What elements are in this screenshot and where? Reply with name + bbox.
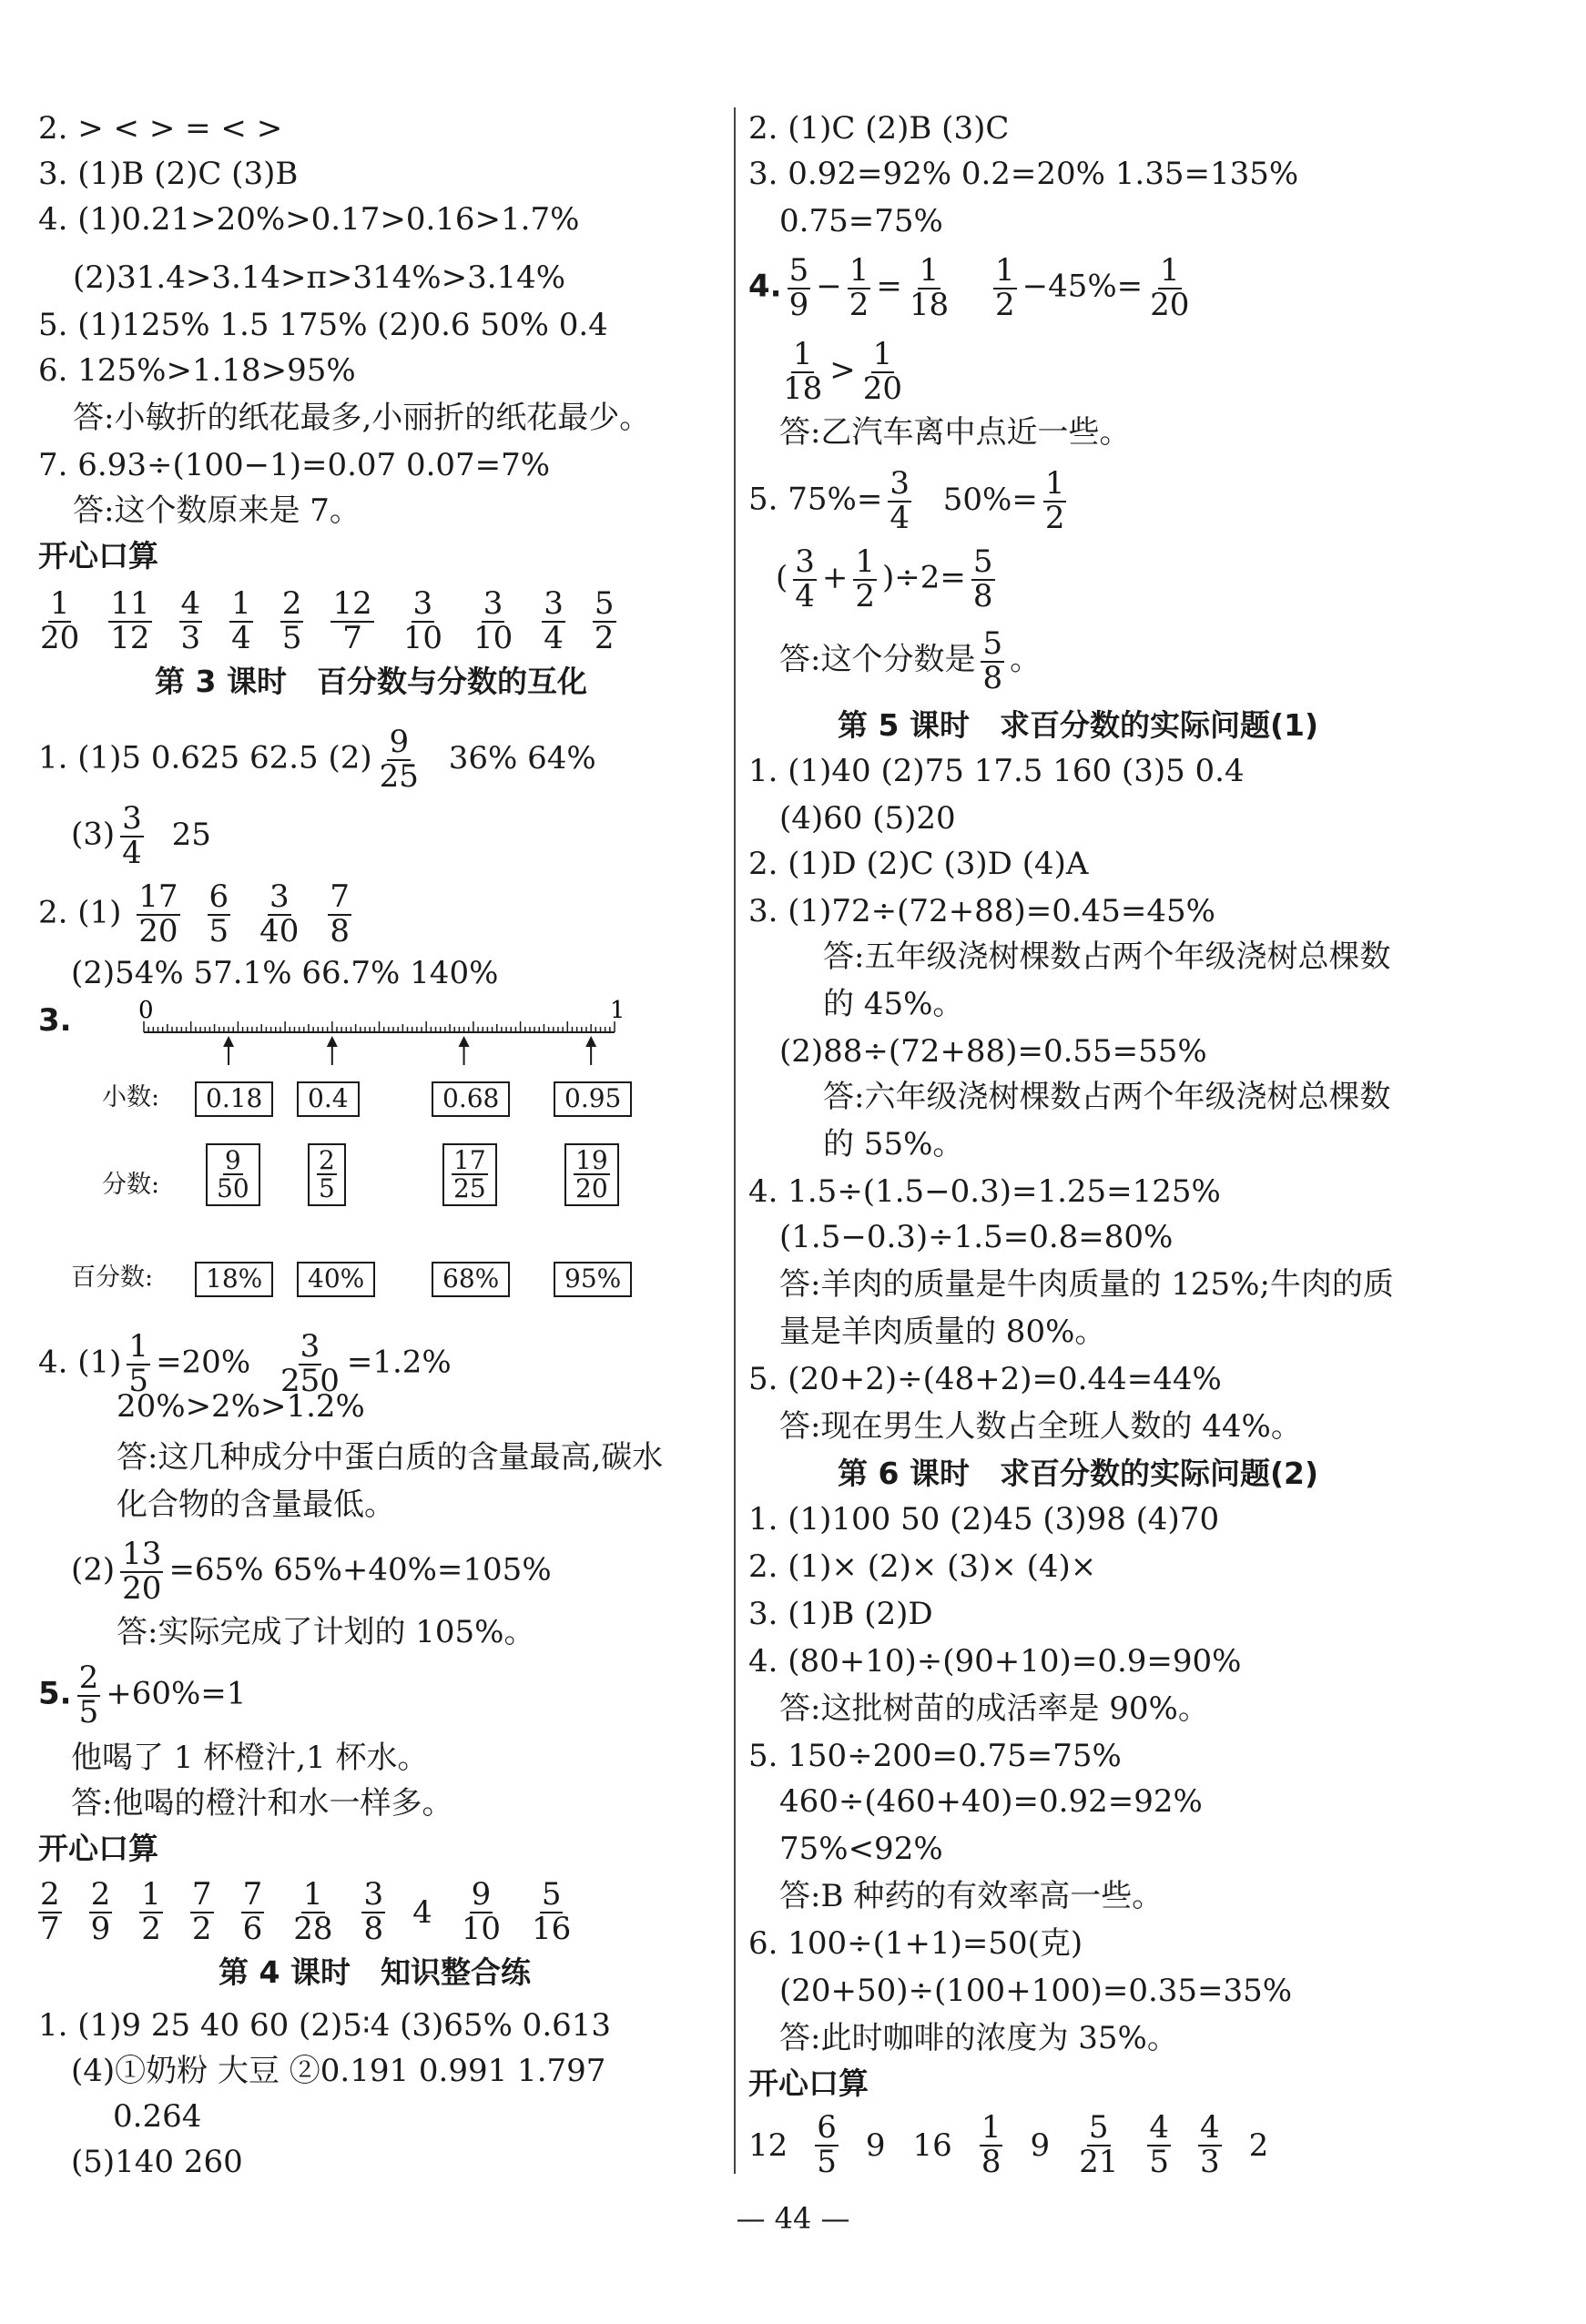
lesson-title: 第 6 课时 求百分数的实际问题(2) (838, 1456, 1319, 1491)
fraction: $\frac{1}{2}$ (1044, 465, 1065, 536)
answer-line: 5. $\frac{2}{5}$ +60%=1 (38, 1659, 247, 1730)
answer-line: 6. 125%>1.18>95% (38, 352, 356, 389)
answer-text: 的 45%。 (823, 986, 964, 1022)
fraction: $\frac{13}{20}$ (122, 1536, 162, 1607)
answer-line: $\frac{1}{18}$ > $\frac{1}{20}$ (783, 336, 903, 407)
fraction: $\frac{3}{40}$ (259, 878, 300, 949)
section-heading: 开心口算 (38, 538, 158, 573)
answer-line: 4. (1) $\frac{1}{5}$ =20% $\frac{3}{250}$ =1.2% (38, 1328, 452, 1399)
whole-number: 4 (412, 1893, 432, 1931)
fraction: $\frac{3}{250}$ (280, 1328, 340, 1399)
fraction: $\frac{7}{2}$ (191, 1876, 212, 1947)
answer-text: 他喝了 1 杯橙汁,1 杯水。 (71, 1740, 429, 1776)
fraction: $\frac{1}{8}$ (981, 2109, 1001, 2180)
answer-line: 460÷(460+40)=0.92=92% (779, 1783, 1203, 1820)
answer-line: 1. (1)40 (2)75 17.5 160 (3)5 0.4 (748, 753, 1245, 789)
answer-line: 2. (1) $\frac{17}{20}$ $\frac{6}{5}$ $\frac{3}{40}$ $\frac{7}{8}$ (38, 878, 351, 949)
fraction: $\frac{5}{16}$ (532, 1876, 572, 1947)
answer-text: 答:小敏折的纸花最多,小丽折的纸花最少。 (73, 400, 651, 436)
answer-line: 6. 100÷(1+1)=50(克) (748, 1925, 1083, 1962)
answer-line: 3. (1)B (2)D (748, 1596, 933, 1632)
answer-text: 化合物的含量最低。 (117, 1487, 395, 1523)
decimal-box: 0.4 (297, 1081, 360, 1117)
answer-line: 2. > < > = < > (38, 110, 283, 147)
answer-line: 1. (1)9 25 40 60 (2)5∶4 (3)65% 0.613 (38, 2007, 612, 2044)
fraction: $\frac{2}{7}$ (40, 1876, 60, 1947)
fraction: $\frac{3}{4}$ (544, 585, 564, 656)
answer-line: 0.75=75% (779, 203, 943, 239)
answer-line: (4)①奶粉 大豆 ②0.191 0.991 1.797 (71, 2053, 606, 2089)
fraction: $\frac{9}{10}$ (461, 1876, 502, 1947)
answer-text: 答:此时咖啡的浓度为 35%。 (779, 2020, 1178, 2056)
decimal-box: 0.68 (432, 1081, 510, 1117)
fraction: $\frac{11}{12}$ (110, 585, 150, 656)
whole-number: 12 (748, 2126, 788, 2164)
fraction: $\frac{3}{4}$ (795, 543, 815, 614)
fraction: $\frac{12}{7}$ (332, 585, 372, 656)
fraction: $\frac{2}{5}$ (281, 585, 302, 656)
whole-number: 9 (1030, 2126, 1051, 2164)
answer-line: 3. 0.92=92% 0.2=20% 1.35=135% (748, 156, 1299, 192)
fraction-box: $\frac{2}{5}$ (308, 1143, 346, 1206)
lesson-title: 第 4 课时 知识整合练 (219, 1954, 531, 1990)
fraction: $\frac{5}{21}$ (1079, 2109, 1119, 2180)
fraction: $\frac{6}{5}$ (817, 2109, 837, 2180)
fraction: $\frac{1}{20}$ (1150, 252, 1190, 323)
answer-text: 答:这个数原来是 7。 (73, 492, 361, 529)
answer-line: (2) $\frac{13}{20}$ =65% 65%+40%=105% (71, 1536, 552, 1607)
answer-text: 答:实际完成了计划的 105%。 (117, 1614, 535, 1650)
fraction: $\frac{1}{20}$ (862, 336, 903, 407)
answer-line: (2)54% 57.1% 66.7% 140% (71, 955, 499, 991)
answer-text: 的 55%。 (823, 1126, 964, 1162)
answer-line: 0.264 (113, 2098, 202, 2135)
column-divider (734, 107, 736, 2174)
fraction: $\frac{5}{8}$ (982, 625, 1003, 696)
arrow-head (327, 1036, 338, 1047)
lesson-title: 第 3 课时 百分数与分数的互化 (155, 664, 587, 699)
section-heading: 开心口算 (748, 2065, 869, 2101)
answer-text: 答:这几种成分中蛋白质的含量最高,碳水 (117, 1439, 664, 1476)
answer-line: (4)60 (5)20 (779, 800, 956, 837)
fraction: $\frac{4}{3}$ (180, 585, 201, 656)
answer-text: 答:羊肉的质量是牛肉质量的 125%;牛肉的质 (779, 1266, 1394, 1303)
percent-box: 95% (554, 1262, 632, 1297)
fraction: $\frac{3}{8}$ (363, 1876, 384, 1947)
answer-line: (2)31.4>3.14>π>314%>3.14% (73, 259, 566, 296)
answer-line: 5. (1)125% 1.5 175% (2)0.6 50% 0.4 (38, 307, 608, 343)
answer-line: 5. 150÷200=0.75=75% (748, 1738, 1122, 1774)
fraction: $\frac{6}{5}$ (208, 878, 229, 949)
whole-number: 9 (865, 2126, 886, 2164)
decimal-box: 0.18 (195, 1081, 273, 1117)
percent-box: 40% (297, 1262, 375, 1297)
answer-line: 5. (20+2)÷(48+2)=0.44=44% (748, 1361, 1222, 1397)
answer-line: (2)88÷(72+88)=0.55=55% (779, 1033, 1207, 1070)
percent-box: 68% (432, 1262, 510, 1297)
row-label-fraction: 分数: (102, 1171, 160, 1199)
fraction: $\frac{3}{10}$ (473, 585, 513, 656)
ruler-end-label: 1 (610, 998, 625, 1024)
fraction: $\frac{3}{10}$ (402, 585, 442, 656)
fraction: $\frac{17}{20}$ (138, 878, 178, 949)
answer-text: 答:B 种药的有效率高一些。 (779, 1878, 1164, 1914)
arrow-head (459, 1036, 470, 1047)
section-heading: 开心口算 (38, 1831, 158, 1866)
answer-line: 7. 6.93÷(100−1)=0.07 0.07=7% (38, 447, 551, 483)
answer-text: 答:这个分数是 $\frac{5}{8}$ 。 (779, 625, 1042, 696)
answer-line: 2. (1)D (2)C (3)D (4)A (748, 846, 1089, 882)
fraction-row (748, 2109, 1296, 2180)
fraction: $\frac{9}{25}$ (379, 724, 419, 795)
fraction: $\frac{1}{2}$ (141, 1876, 161, 1947)
answer-line: 75%<92% (779, 1831, 943, 1867)
fraction: $\frac{3}{4}$ (122, 800, 142, 871)
fraction: $\frac{7}{8}$ (330, 878, 351, 949)
fraction: $\frac{5}{9}$ (788, 252, 809, 323)
percent-box: 18% (195, 1262, 273, 1297)
answer-line: 1. (1)5 0.625 62.5 (2) $\frac{9}{25}$ 36% 64% (38, 724, 596, 795)
fraction-box: $\frac{17}{25}$ (442, 1143, 497, 1206)
arrow-head (585, 1036, 596, 1047)
answer-line: 4. $\frac{5}{9}$ − $\frac{1}{2}$ = $\frac{1}{18}$ $\frac{1}{2}$ −45%= $\frac{1}{20}$ (748, 252, 1190, 323)
fraction: $\frac{5}{2}$ (594, 585, 615, 656)
answer-line: 4. (1)0.21>20%>0.17>0.16>1.7% (38, 201, 580, 238)
fraction: $\frac{1}{2}$ (855, 543, 876, 614)
fraction: $\frac{1}{18}$ (909, 252, 950, 323)
arrow-head (223, 1036, 234, 1047)
answer-text: 量是羊肉质量的 80%。 (779, 1314, 1106, 1350)
fraction: $\frac{1}{28}$ (293, 1876, 333, 1947)
fraction: $\frac{1}{2}$ (994, 252, 1015, 323)
ruler-start-label: 0 (138, 998, 154, 1024)
fraction: $\frac{5}{8}$ (972, 543, 993, 614)
fraction-box: $\frac{9}{50}$ (206, 1143, 260, 1206)
answer-text: 答:这批树苗的成活率是 90%。 (779, 1690, 1209, 1727)
lesson-title: 第 5 课时 求百分数的实际问题(1) (838, 707, 1319, 743)
answer-line: (20+50)÷(100+100)=0.35=35% (779, 1973, 1293, 2009)
answer-line: 4. 1.5÷(1.5−0.3)=1.25=125% (748, 1173, 1221, 1210)
fraction-row (38, 585, 644, 656)
answer-line: (1.5−0.3)÷1.5=0.8=80% (779, 1219, 1174, 1255)
answer-line: 2. (1)C (2)B (3)C (748, 110, 1010, 147)
whole-number: 16 (912, 2126, 952, 2164)
page-number: — 44 — (736, 2201, 850, 2236)
fraction-box: $\frac{19}{20}$ (564, 1143, 619, 1206)
fraction: $\frac{2}{5}$ (78, 1659, 99, 1730)
decimal-box: 0.95 (554, 1081, 632, 1117)
answer-line: 3. (1)72÷(72+88)=0.45=45% (748, 893, 1215, 929)
question-number: 3. (38, 1002, 72, 1039)
answer-line: 2. (1)× (2)× (3)× (4)× (748, 1548, 1097, 1585)
fraction: $\frac{1}{20}$ (40, 585, 80, 656)
fraction: $\frac{1}{5}$ (128, 1328, 149, 1399)
row-label-percent: 百分数: (71, 1263, 154, 1292)
fraction: $\frac{7}{6}$ (242, 1876, 263, 1947)
fraction: $\frac{3}{4}$ (890, 465, 910, 536)
answer-text: 答:五年级浇树棵数占两个年级浇树总棵数 (823, 939, 1391, 975)
fraction: $\frac{1}{4}$ (231, 585, 251, 656)
answer-line: (5)140 260 (71, 2144, 243, 2180)
fraction: $\frac{4}{5}$ (1149, 2109, 1169, 2180)
answer-text: 答:乙汽车离中点近一些。 (779, 414, 1131, 451)
answer-line: 4. (80+10)÷(90+10)=0.9=90% (748, 1643, 1242, 1680)
fraction-row (38, 1876, 600, 1947)
answer-text: 答:六年级浇树棵数占两个年级浇树总棵数 (823, 1079, 1391, 1115)
fraction: $\frac{4}{3}$ (1200, 2109, 1220, 2180)
answer-text: 答:他喝的橙汁和水一样多。 (71, 1785, 453, 1822)
number-line (127, 998, 656, 1071)
answer-line: 1. (1)100 50 (2)45 (3)98 (4)70 (748, 1501, 1220, 1537)
whole-number: 2 (1248, 2126, 1269, 2164)
row-label-decimal: 小数: (102, 1083, 160, 1111)
answer-line: 3. (1)B (2)C (3)B (38, 156, 299, 192)
fraction: $\frac{1}{2}$ (849, 252, 869, 323)
answer-line: ( $\frac{3}{4}$ + $\frac{1}{2}$ )÷2= $\frac{5}{8}$ (776, 543, 993, 614)
answer-text: 答:现在男生人数占全班人数的 44%。 (779, 1408, 1302, 1445)
fraction: $\frac{1}{18}$ (783, 336, 823, 407)
answer-line: (3) $\frac{3}{4}$ 25 (71, 800, 211, 871)
answer-line: 20%>2%>1.2% (117, 1388, 365, 1425)
fraction: $\frac{2}{9}$ (90, 1876, 111, 1947)
answer-line: 5. 75%= $\frac{3}{4}$ 50%= $\frac{1}{2}$ (748, 465, 1065, 536)
